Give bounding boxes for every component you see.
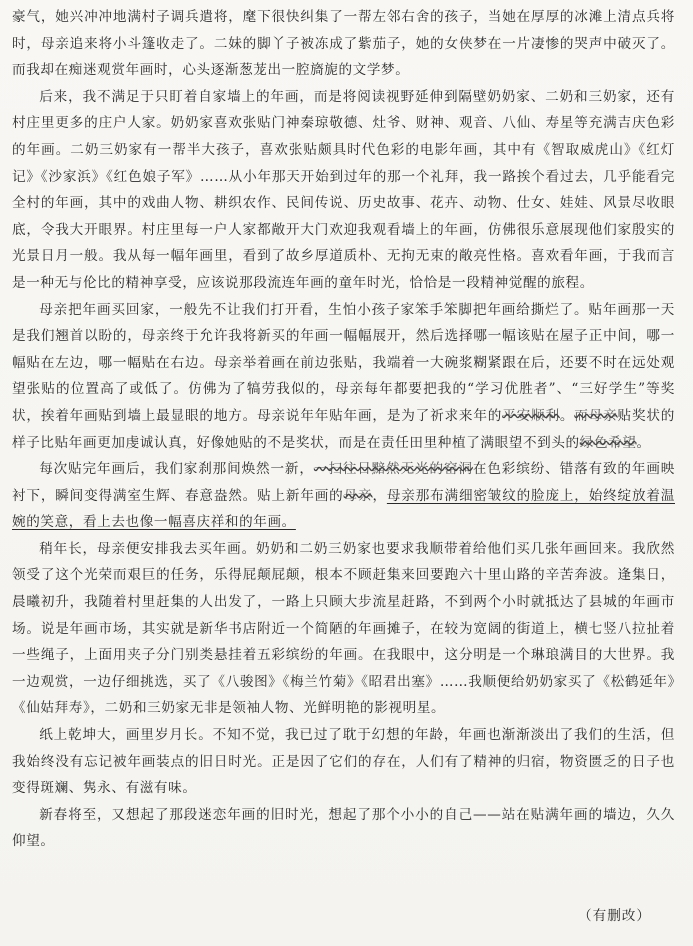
text-segment: 稍年长，母亲便安排我去买年画。奶奶和二奶三奶家也要求我顺带着给他们买几张年画回来。我欣然领受了这个光荣而艰巨的任务，乐得屁颠屁颠，根本不顾赶集来回要跑六十里山路的辛苦奔波。逢集日，晨曦初升，我随着村里赶集的人出发了，一路上只顾大步流星赶路，不到两个小时就抵达了县城的年画市场。说是年画市场，其实就是新华书店附近一个简陋的年画摊子，在较为宽阔的街道上，横七竖八拉扯着一些绳子，上面用夹子分门别类悬挂着五彩缤纷的年画。在我眼中，这分明是一个琳琅满目的大世界。我一边观赏，一边仔细挑选，买了《八骏图》《梅兰竹菊》《昭君出塞》……我顺便给奶奶家买了《松鹤延年》《仙姑拜寿》，二奶和三奶家无非是领袖人物、光鲜明艳的影视明星。 [12, 540, 675, 717]
text-segment: 在色彩缤纷、错落有致的年画映衬下，瞬间变得满室生辉、春意盎然。贴上新年画的 [12, 461, 675, 504]
paragraph-p1 [12, 4, 675, 84]
text-segment: 新春将至，又想起了那段迷恋年画的旧时光，想起了那个小小的自己——站在贴满年画的墙边，久久仰望。 [12, 806, 675, 850]
text-segment: 每次贴完年画后，我们家刹那间焕然一新， [39, 461, 314, 478]
text-segment: 。 [636, 434, 651, 451]
paragraph-p3 [12, 297, 675, 457]
paragraph-p2 [12, 84, 675, 297]
text-segment: 豪气，她兴冲冲地满村子调兵遣将，麾下很快纠集了一帮左邻右舍的孩子，当她在厚厚的冰滩上清点兵将时，母亲追来将小斗篷收走了。二妹的脚丫子被冻成了紫茄子，她的女侠梦在一片凄惨的哭声中破灭了。而我却在痴迷观赏年画时，心头逐渐葱茏出一腔旖旎的文学梦。 [12, 9, 675, 79]
paragraph-p7 [12, 802, 675, 855]
text-segment: ， [372, 487, 387, 504]
scribbled-text: 平安顺利 [502, 407, 560, 424]
scribbled-text: 母亲 [343, 487, 373, 504]
text-segment: 纸上乾坤大，画里岁月长。不知不觉，我已过了耽于幻想的年龄，年画也渐渐淡出了我们的生活，但我始终没有忘记被年画装点的旧日时光。正是因了它们的存在，人们有了精神的归宿，物资匮乏的日子也变得斑斓、隽永、有滋有味。 [12, 727, 675, 797]
source-note: （有删改） [578, 908, 651, 924]
scribbled-text: 而母亲 [574, 407, 618, 424]
text-segment: 母亲把年画买回家，一般先不让我们打开看，生怕小孩子家笨手笨脚把年画给撕烂了。贴年画那一天是我们翘首以盼的，母亲终于允许我将新买的年画一幅幅展开，然后选择哪一幅该贴在屋子正中间，哪一幅贴在左边，哪一幅贴在右边。母亲举着画在前边张贴，我端着一大碗浆糊紧跟在后，还要不时在远处观望张贴的位置高了或低了。仿佛为了犒劳我似的，母亲每年都要把我的“学习优胜者”、“三好学生”等奖状，挨着年画贴到墙上最显眼的地方。母亲说年年贴年画，是为了祈求来年的 [12, 301, 675, 424]
scribbled-text: 一扫往日黯然无光的窑洞 [313, 461, 473, 478]
paragraph-p6 [12, 722, 675, 802]
underlined-sentence: 母亲那布满细密皱纹的脸庞上，始终绽放着温婉的笑意，看上去也像一幅喜庆祥和的年画。 [12, 487, 675, 531]
paragraph-p4 [12, 456, 675, 536]
paragraph-p5 [12, 536, 675, 722]
article-body [12, 4, 675, 855]
text-segment: 后来，我不满足于只盯着自家墙上的年画，而是将阅读视野延伸到隔壁奶奶家、二奶和三奶家，还有村庄里更多的庄户人家。奶奶家喜欢张贴门神秦琼敬德、灶爷、财神、观音、八仙、寿星等充满吉庆色彩的年画。二奶三奶家有一帮半大孩子，喜欢张贴颇具时代色彩的电影年画，其中有《智取威虎山》《红灯记》《沙家浜》《红色娘子军》……从小年那天开始到过年的那一个礼拜，我一路挨个看过去，几乎能看完全村的年画，其中的戏曲人物、耕织农作、民间传说、历史故事、花卉、动物、仕女、娃娃、风景尽收眼底，令我大开眼界。村庄里每一户人家都敞开大门欢迎我观看墙上的年画，仿佛很乐意展现他们家殷实的光景日月一般。我从每一幅年画里，看到了故乡厚道质朴、无拘无束的敞亮性格。喜欢看年画，于我而言是一种无与伦比的精神享受，应该说那段流连年画的童年时光，恰恰是一段精神觉醒的旅程。 [12, 88, 675, 291]
text-segment: 贴奖状的样子比贴年画更加虔诚认真，好像她贴的不是奖状，而是在责任田里种植了满眼望不到头的 [12, 407, 675, 451]
scribbled-text: 绿色希望 [579, 434, 637, 451]
text-segment: 。 [559, 407, 575, 424]
